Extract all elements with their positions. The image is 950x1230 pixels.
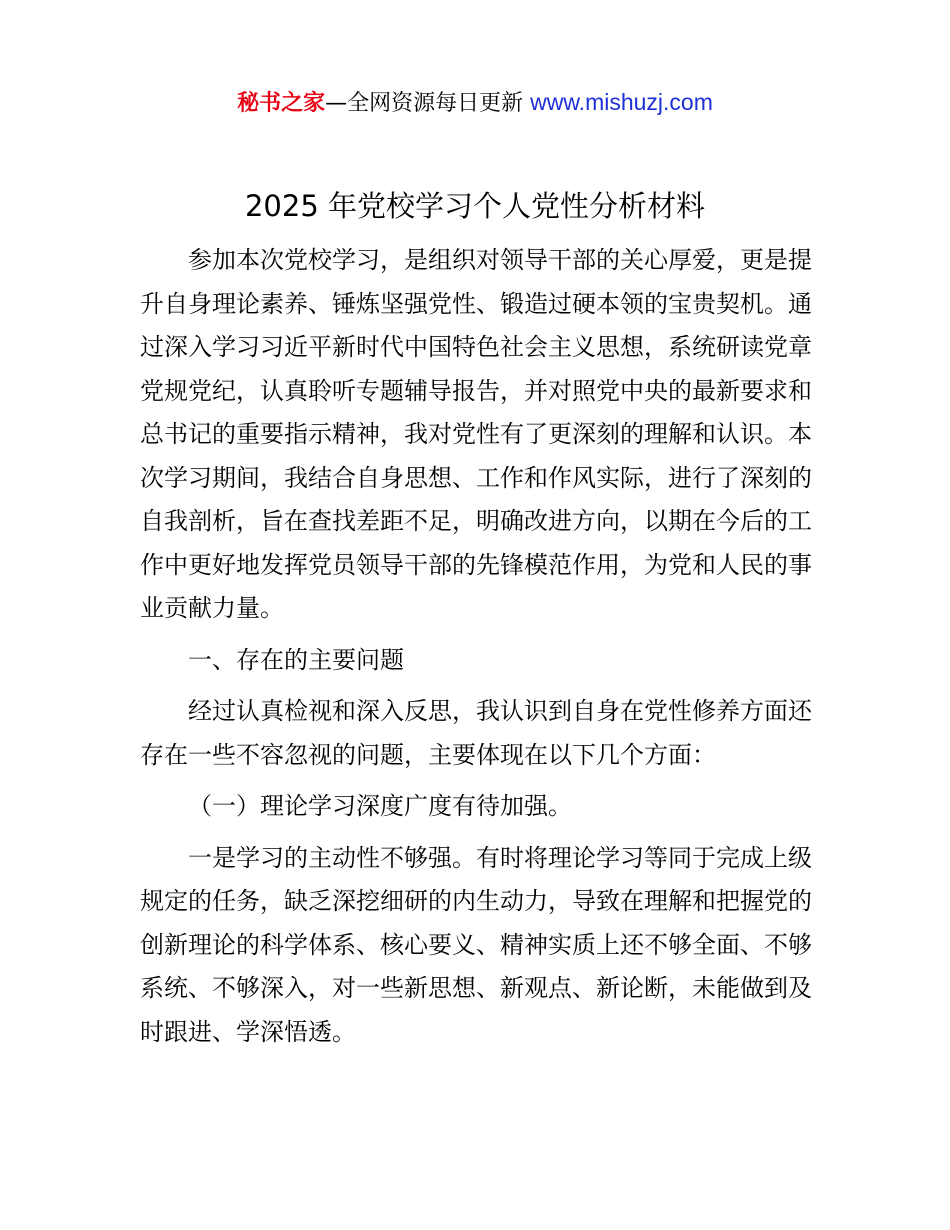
subsection-heading: （一）理论学习深度广度有待加强。 (188, 792, 572, 820)
intro-paragraph: 参加本次党校学习，是组织对领导干部的关心厚爱，更是提升自身理论素养、锤炼坚强党性、锻造过硬本领的宝贵契机。通过深入学习习近平新时代中国特色社会主义思想，系统研读党章党规党纪，认真聆听专题辅导报告，并对照党中央的最新要求和总书记的重要指示精神，我对党性有了更深刻的理解和认识。本次学习期间，我结合自身思想、工作和作风实际，进行了深刻的自我剖析，旨在查找差距不足，明确改进方向，以期在今后的工作中更好地发挥党员领导干部的先锋模范作用，为党和人民的事业贡献力量。 (140, 246, 812, 622)
site-brand: 秘书之家 (237, 91, 326, 116)
document-title: 2025 年党校学习个人党性分析材料 (244, 189, 706, 223)
site-header (0, 84, 950, 122)
body-paragraph: 一是学习的主动性不够强。有时将理论学习等同于完成上级规定的任务，缺乏深挖细研的内生动力，导致在理解和把握党的创新理论的科学体系、核心要义、精神实质上还不够全面、不够系统、不够深入，对一些新思想、新观点、新论断，未能做到及时跟进、学深悟透。 (140, 843, 812, 1046)
section-heading: 一、存在的主要问题 (188, 645, 404, 674)
document-body (140, 239, 812, 1054)
section-intro-paragraph: 经过认真检视和深入反思，我认识到自身在党性修养方面还存在一些不容忽视的问题，主要体现在以下几个方面： (140, 697, 812, 769)
site-tagline: —全网资源每日更新 (325, 91, 531, 116)
site-url-link[interactable]: www.mishuzj.com (530, 89, 713, 115)
